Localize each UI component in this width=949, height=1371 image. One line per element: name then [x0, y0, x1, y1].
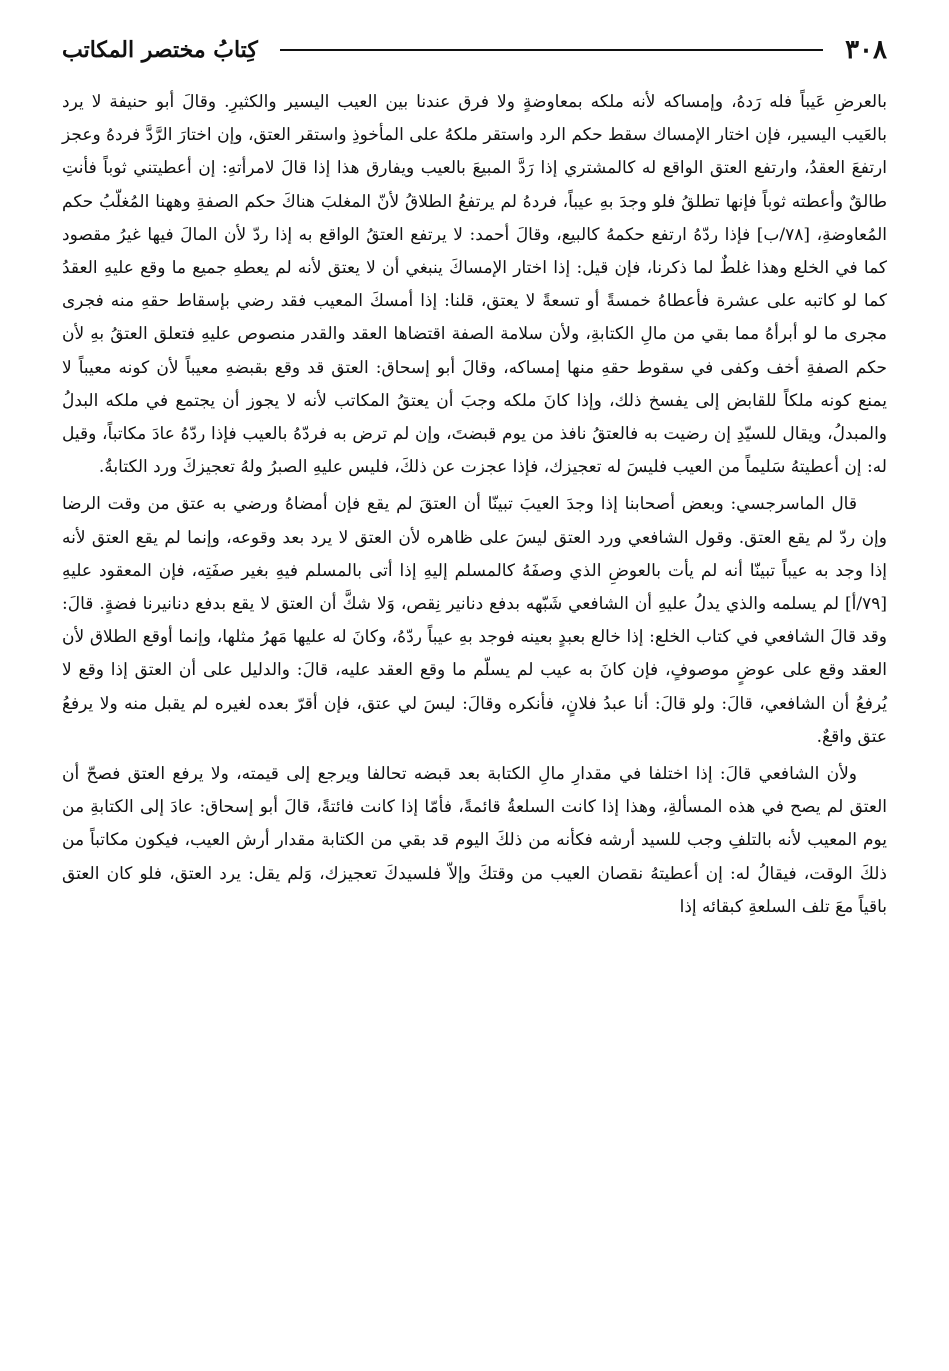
page-number: ٣٠٨ — [845, 35, 887, 65]
paragraph-3: ولأن الشافعي قالَ: إذا اختلفا في مقدارِ مالِ الكتابة بعد قبضه تحالفا ويرجع إلى قيمته، ولا يرفع العتق فصحّ أن العتق لم يصح في هذه المسألةِ، وهذا إذا كانت السلعةُ قائمةً، فأمّا إذا كانت فائتةً، قالَ أبو إسحاق: عادَ إلى الكتابةِ من يوم المعيب لأنه بالتلفِ وجب للسيد أرشه فكأنه من ذلكَ اليوم قد بقي من الكتابة مقدار أرش العيب، فيكون مكاتباً من ذلكَ الوقت، فيقالُ له: إن أعطيتهُ نقصان العيب من وقتكَ وإلاّ فلسيدكَ تعجيزك، وَلم يقل: يرد العتق، فلو كان العتق باقياً معَ تلف السلعةِ كبقائه إذا — [62, 764, 887, 917]
paragraph-1: بالعرضِ عَيباً فله رَدهُ، وإمساكه لأنه ملكه بمعاوضةٍ ولا فرق عندنا بين العيب اليسير والكثيرِ. وقالَ أبو حنيفة لا يرد بالعَيب اليسير، فإن اختار الإمساك سقط حكم الرد واستقر ملكهُ على المأخوذِ واستقر العتق، وإن اختارَ الرَّدَّ فردهُ وعجز ارتفعَ العقدُ، وارتفع العتق الواقع له كالمشتري إذا رَدَّ المبيعَ بالعيب ويفارق هذا إذا قالَ لامرأتهِ: إن أعطيتني ثوباً فأنتِ طالقٌ وأعطته ثوباً فإنها تطلقُ فلو وجدَ بهِ عيباً، فردهُ لم يرتفعُ الطلاقُ لأنّ المغلبَ هناكَ حكم الصفةِ وههنا المُغلّبُ حكم المُعاوضةِ، [٧٨/ب] فإذا ردّهُ ارتفع حكمهُ كالبيع، وقالَ أحمد: لا يرتفع العتقُ الواقع به إذا ردّ لأن المالَ فيها غيرُ مقصود كما في الخلع وهذا غلطٌ لما ذكرنا، فإن قيل: إذا اختار الإمساكَ ينبغي أن لا يعتق لأنه لم يعطهِ جميع ما وقع عليهِ العقدُ كما لو كاتبه على عشرة فأعطاهُ خمسةً أو تسعةً لا يعتق، قلنا: إذا أمسكَ المعيب فقد رضي بإسقاط حقهِ منه فجرى مجرى ما لو أبرأهُ مما بقي من مالِ الكتابةِ، ولأن سلامة الصفة اقتضاها العقد والقدر منصوص عليهِ فتعلق العتقُ بهِ لأن حكم الصفةِ أخف وكفى في سقوط حقهِ منها إمساكه، وقالَ أبو إسحاق: العتق قد وقع بقبضهِ معيباً لأن كونه معيباً لا يمنع كونه ملكاً للقابض إلى يفسخ ذلك، وإذا كانَ ملكه وجبَ أن يعتقُ المكاتب لأنه لا يجوز أن يجتمع في ملكه البدلُ والمبدلُ، ويقال للسيّدِ إن رضيت به فالعتقُ نافذ من يوم قبضتَ، وإن لم ترض به فردّهُ بالعيب فإذا ردّهُ عادَ مكاتباً، وقيل له: إن أعطيتهُ سَليماً من العيب فليسَ له تعجيزك، فإذا عجزت عن ذلكَ، فليس عليهِ الصبرُ ولهُ تعجيزكَ ورد الكتابةُ. — [62, 92, 888, 478]
header-rule — [280, 49, 823, 51]
book-title: كِتابُ مختصر المكاتب — [62, 37, 258, 63]
page-header — [62, 28, 887, 72]
paragraph-2: قال الماسرجسي: وبعض أصحابنا إذا وجدَ العيبَ تبينّا أن العتقَ لم يقع فإن أمضاهُ ورضي به عتق من وقت الرضا وإن ردّ لم يقع العتق. وقول الشافعي ورد العتق ليسَ على ظاهره لأن العتق لا يرد بعد وقوعه، وإنما لم يقع العتق لأنه إذا وجد به عيباً تبينّا أنه لم يأت بالعوضِ الذي وصفَهُ كالمسلم إليهِ إذا أتى بالمسلم فيهِ بغير صفَتِه، فإن المعقود عليهِ [٧٩/أ] لم يسلمه والذي يدلُ عليهِ أن الشافعي شَبّهه بدفع دنانير نِقص، وَلا شكَّ أن العتق لا يقع بدفع دنانيرنا فضةٍ. قالَ: وقد قالَ الشافعي في كتاب الخلع: إذا خالع بعبدٍ بعينه فوجد بهِ عيباً ردّهُ، وكانَ له عليها مَهرُ مثلها، وإنما أوقع الطلاق لأن العقد وقع على عوضٍ موصوفٍ، فإن كانَ به عيب لم يسلّم ما وقع العقد عليه، قالَ: والدليل على أن العتق إذا وقع لا يُرفعُ أن الشافعي، قالَ: ولو قالَ: أنا عبدُ فلانٍ، فأنكره وقالَ: ليسَ لي عتق، فإن أقرّ بعده لغيره لم يقبل منه ولا يرفعُ عتق واقعٌ. — [62, 494, 887, 747]
body-text — [62, 86, 887, 924]
document-page — [62, 28, 887, 1351]
